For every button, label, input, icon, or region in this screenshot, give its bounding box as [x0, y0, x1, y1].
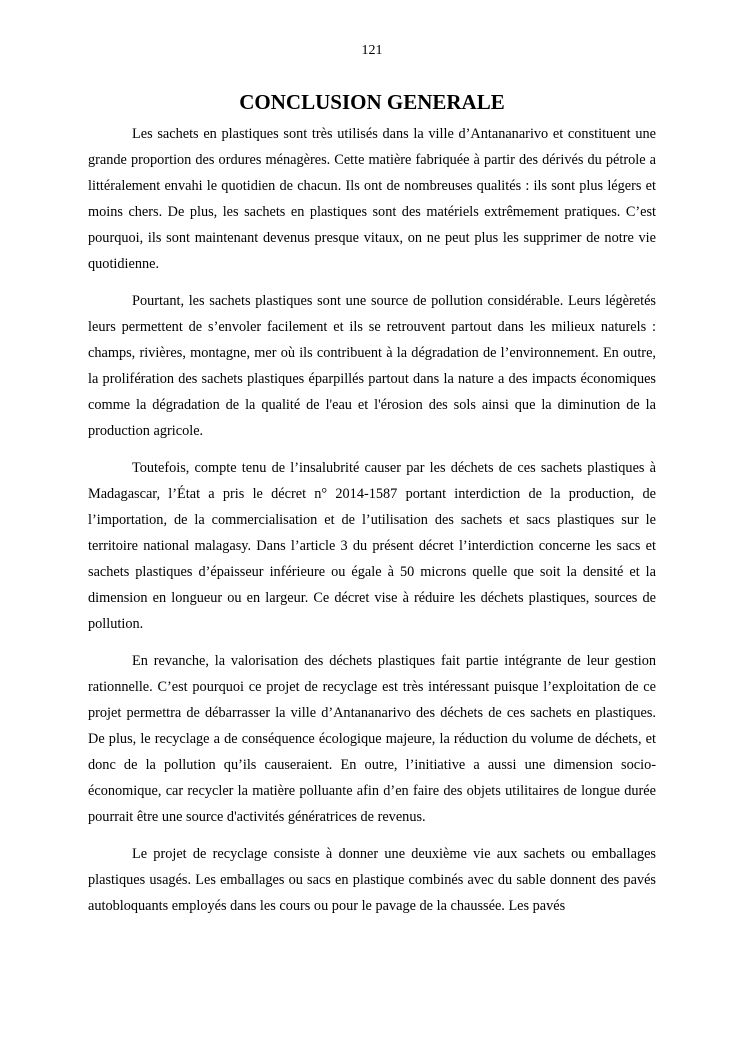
- paragraph-valorisation: En revanche, la valorisation des déchets plastiques fait partie intégrante de leur gestion rationnelle. C’est pourquoi ce projet de recyclage est très intéressant puisque l’exploitation de ce projet permettra de débarrasser la ville d’Antananarivo des déchets de ces sachets en plastiques. De plus, le recyclage a de conséquence écologique majeure, la réduction du volume de déchets, et donc de la pollution qu’ils causeraient. En outre, l’initiative a aussi une dimension socio-économique, car recycler la matière polluante afin d’en faire des objets utilitaires de longue durée pourrait être une source d'activités génératrices de revenus.: [88, 653, 656, 825]
- page-number: 121: [361, 43, 383, 58]
- paragraph-recycling-project: Le projet de recyclage consiste à donner une deuxième vie aux sachets ou emballages plastiques usagés. Les emballages ou sacs en plastique combinés avec du sable donnent des pavés autobloquants employés dans les cours ou pour le pavage de la chaussée. Les pavés: [88, 846, 656, 914]
- paragraph-pollution: Pourtant, les sachets plastiques sont une source de pollution considérable. Leurs légèretés leurs permettent de s’envoler facilement et ils se retrouvent partout dans les milieux naturels : champs, rivières, montagne, mer où ils contribuent à la dégradation de l’environnement. En outre, la prolifération des sachets plastiques éparpillés partout dans la nature a des impacts économiques comme la dégradation de la qualité de l'eau et l'érosion des sols ainsi que la diminution de la production agricole.: [88, 293, 656, 439]
- paragraph-decree: Toutefois, compte tenu de l’insalubrité causer par les déchets de ces sachets plastiques à Madagascar, l’État a pris le décret n° 2014-1587 portant interdiction de la production, de l’importation, de la commercialisation et de l’utilisation des sachets et sacs plastiques sur le territoire national malagasy. Dans l’article 3 du présent décret l’interdiction concerne les sacs et sachets plastiques d’épaisseur inférieure ou égale à 50 microns quelle que soit la densité et la dimension en longueur ou en largeur. Ce décret vise à réduire les déchets plastiques, sources de pollution.: [88, 460, 656, 632]
- page-title: CONCLUSION GENERALE: [239, 90, 505, 114]
- body-text: [88, 121, 656, 930]
- paragraph-intro: Les sachets en plastiques sont très utilisés dans la ville d’Antananarivo et constituent une grande proportion des ordures ménagères. Cette matière fabriquée à partir des dérivés du pétrole a littéralement envahi le quotidien de chacun. Ils ont de nombreuses qualités : ils sont plus légers et moins chers. De plus, les sachets en plastiques sont des matériels extrêmement pratiques. C’est pourquoi, ils sont maintenant devenus presque vitaux, on ne peut plus les supprimer de notre vie quotidienne.: [88, 126, 656, 272]
